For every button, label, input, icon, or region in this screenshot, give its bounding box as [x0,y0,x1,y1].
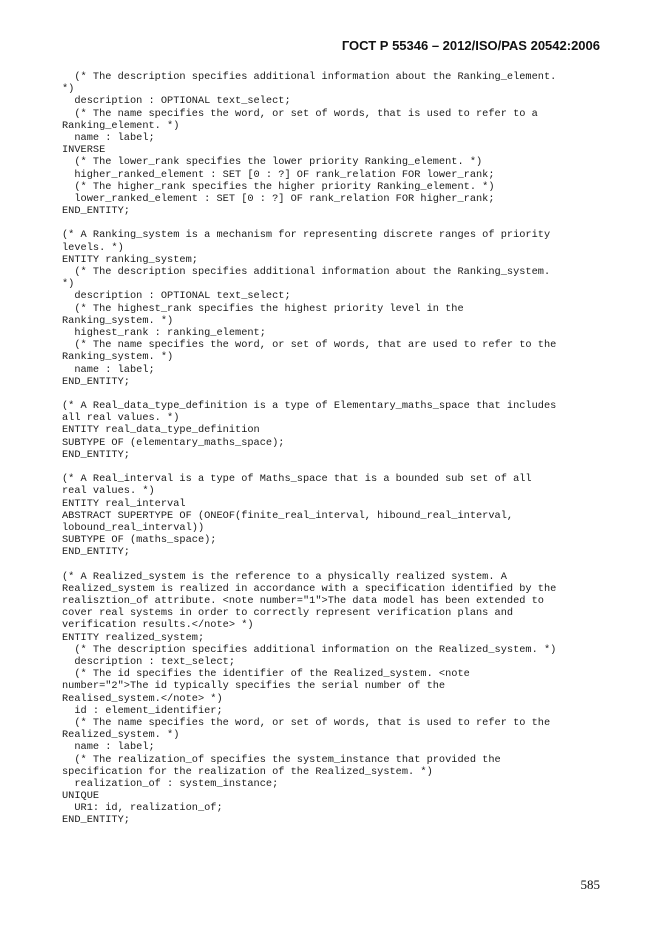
code-line: Ranking_element. *) [62,119,180,132]
code-line: (* A Real_interval is a type of Maths_space that is a bounded sub set of all [62,473,532,486]
code-line: (* A Real_data_type_definition is a type of Elementary_maths_space that includes [62,400,557,413]
code-line: name : label; [62,131,155,144]
code-line: ENTITY real_data_type_definition [62,424,260,437]
code-line: levels. *) [62,241,124,254]
code-line: *) [62,83,75,96]
code-line: END_ENTITY; [62,546,130,559]
code-line: END_ENTITY; [62,375,130,388]
code-line: (* The description specifies additional information on the Realized_system. *) [62,643,557,656]
document-header: ГОСТ Р 55346 – 2012/ISO/PAS 20542:2006 [341,38,600,53]
code-line: UNIQUE [62,790,100,803]
code-line: verification results.</note> *) [62,619,254,632]
code-line: (* A Ranking_system is a mechanism for representing discrete ranges of priority [62,229,551,242]
code-line: ABSTRACT SUPERTYPE OF (ONEOF(finite_real_interval, hibound_real_interval, [62,509,514,522]
code-line: higher_ranked_element : SET [0 : ?] OF rank_relation FOR lower_rank; [62,168,495,181]
page-number: 585 [580,877,600,892]
code-line: realization_of : system_instance; [62,777,279,790]
code-line: realisztion_of attribute. <note number="1">The data model has been extended to [62,595,544,608]
code-line: ENTITY real_interval [62,497,186,510]
code-line: description : OPTIONAL text_select; [62,95,291,108]
code-line: number="2">The id typically specifies the serial number of the [62,680,446,693]
code-line: (* A Realized_system is the reference to a physically realized system. A [62,570,507,583]
code-line: ENTITY realized_system; [62,631,205,644]
code-line: UR1: id, realization_of; [62,802,223,815]
code-line: Ranking_system. *) [62,351,174,364]
code-line: (* The realization_of specifies the system_instance that provided the [62,753,501,766]
code-line: (* The id specifies the identifier of the Realized_system. <note [62,668,470,681]
code-line: cover real systems in order to correctly represent verification plans and [62,607,514,620]
code-line [62,388,607,400]
code-line: (* The highest_rank specifies the highest priority level in the [62,302,464,315]
code-line: Realized_system is realized in accordance with a specification identified by the [62,582,557,595]
code-line: (* The name specifies the word, or set of words, that is used to refer to a [62,107,538,120]
code-line: highest_rank : ranking_element; [62,326,266,339]
code-line: END_ENTITY; [62,205,130,218]
code-line: END_ENTITY; [62,448,130,461]
code-line: Realised_system.</note> *) [62,692,223,705]
code-line: END_ENTITY; [62,814,130,827]
code-line: name : label; [62,741,155,754]
code-line: name : label; [62,363,155,376]
code-line: lower_ranked_element : SET [0 : ?] OF rank_relation FOR higher_rank; [62,192,495,205]
code-line: (* The description specifies additional information about the Ranking_element. [62,71,557,83]
code-line [62,559,607,571]
code-line: id : element_identifier; [62,704,223,717]
code-line: all real values. *) [62,412,180,425]
code-line: ENTITY ranking_system; [62,253,198,266]
express-code-listing [62,71,607,827]
code-line: SUBTYPE OF (maths_space); [62,534,217,547]
code-line: SUBTYPE OF (elementary_maths_space); [62,436,285,449]
code-line: description : text_select; [62,656,236,668]
code-line [62,217,607,229]
code-line: INVERSE [62,144,106,157]
code-line: (* The lower_rank specifies the lower priority Ranking_element. *) [62,156,483,169]
code-line: (* The name specifies the word, or set of words, that is used to refer to the [62,716,551,729]
code-line: Realized_system. *) [62,729,180,742]
code-line [62,461,607,473]
code-line: specification for the realization of the Realized_system. *) [62,765,433,778]
code-line: (* The description specifies additional information about the Ranking_system. [62,266,551,278]
code-line: description : OPTIONAL text_select; [62,290,291,303]
code-line: *) [62,278,75,291]
code-line: (* The name specifies the word, or set of words, that are used to refer to the [62,339,557,352]
code-line: lobound_real_interval)) [62,521,205,534]
code-line: Ranking_system. *) [62,314,174,327]
code-line: real values. *) [62,485,155,498]
code-line: (* The higher_rank specifies the higher priority Ranking_element. *) [62,180,495,193]
